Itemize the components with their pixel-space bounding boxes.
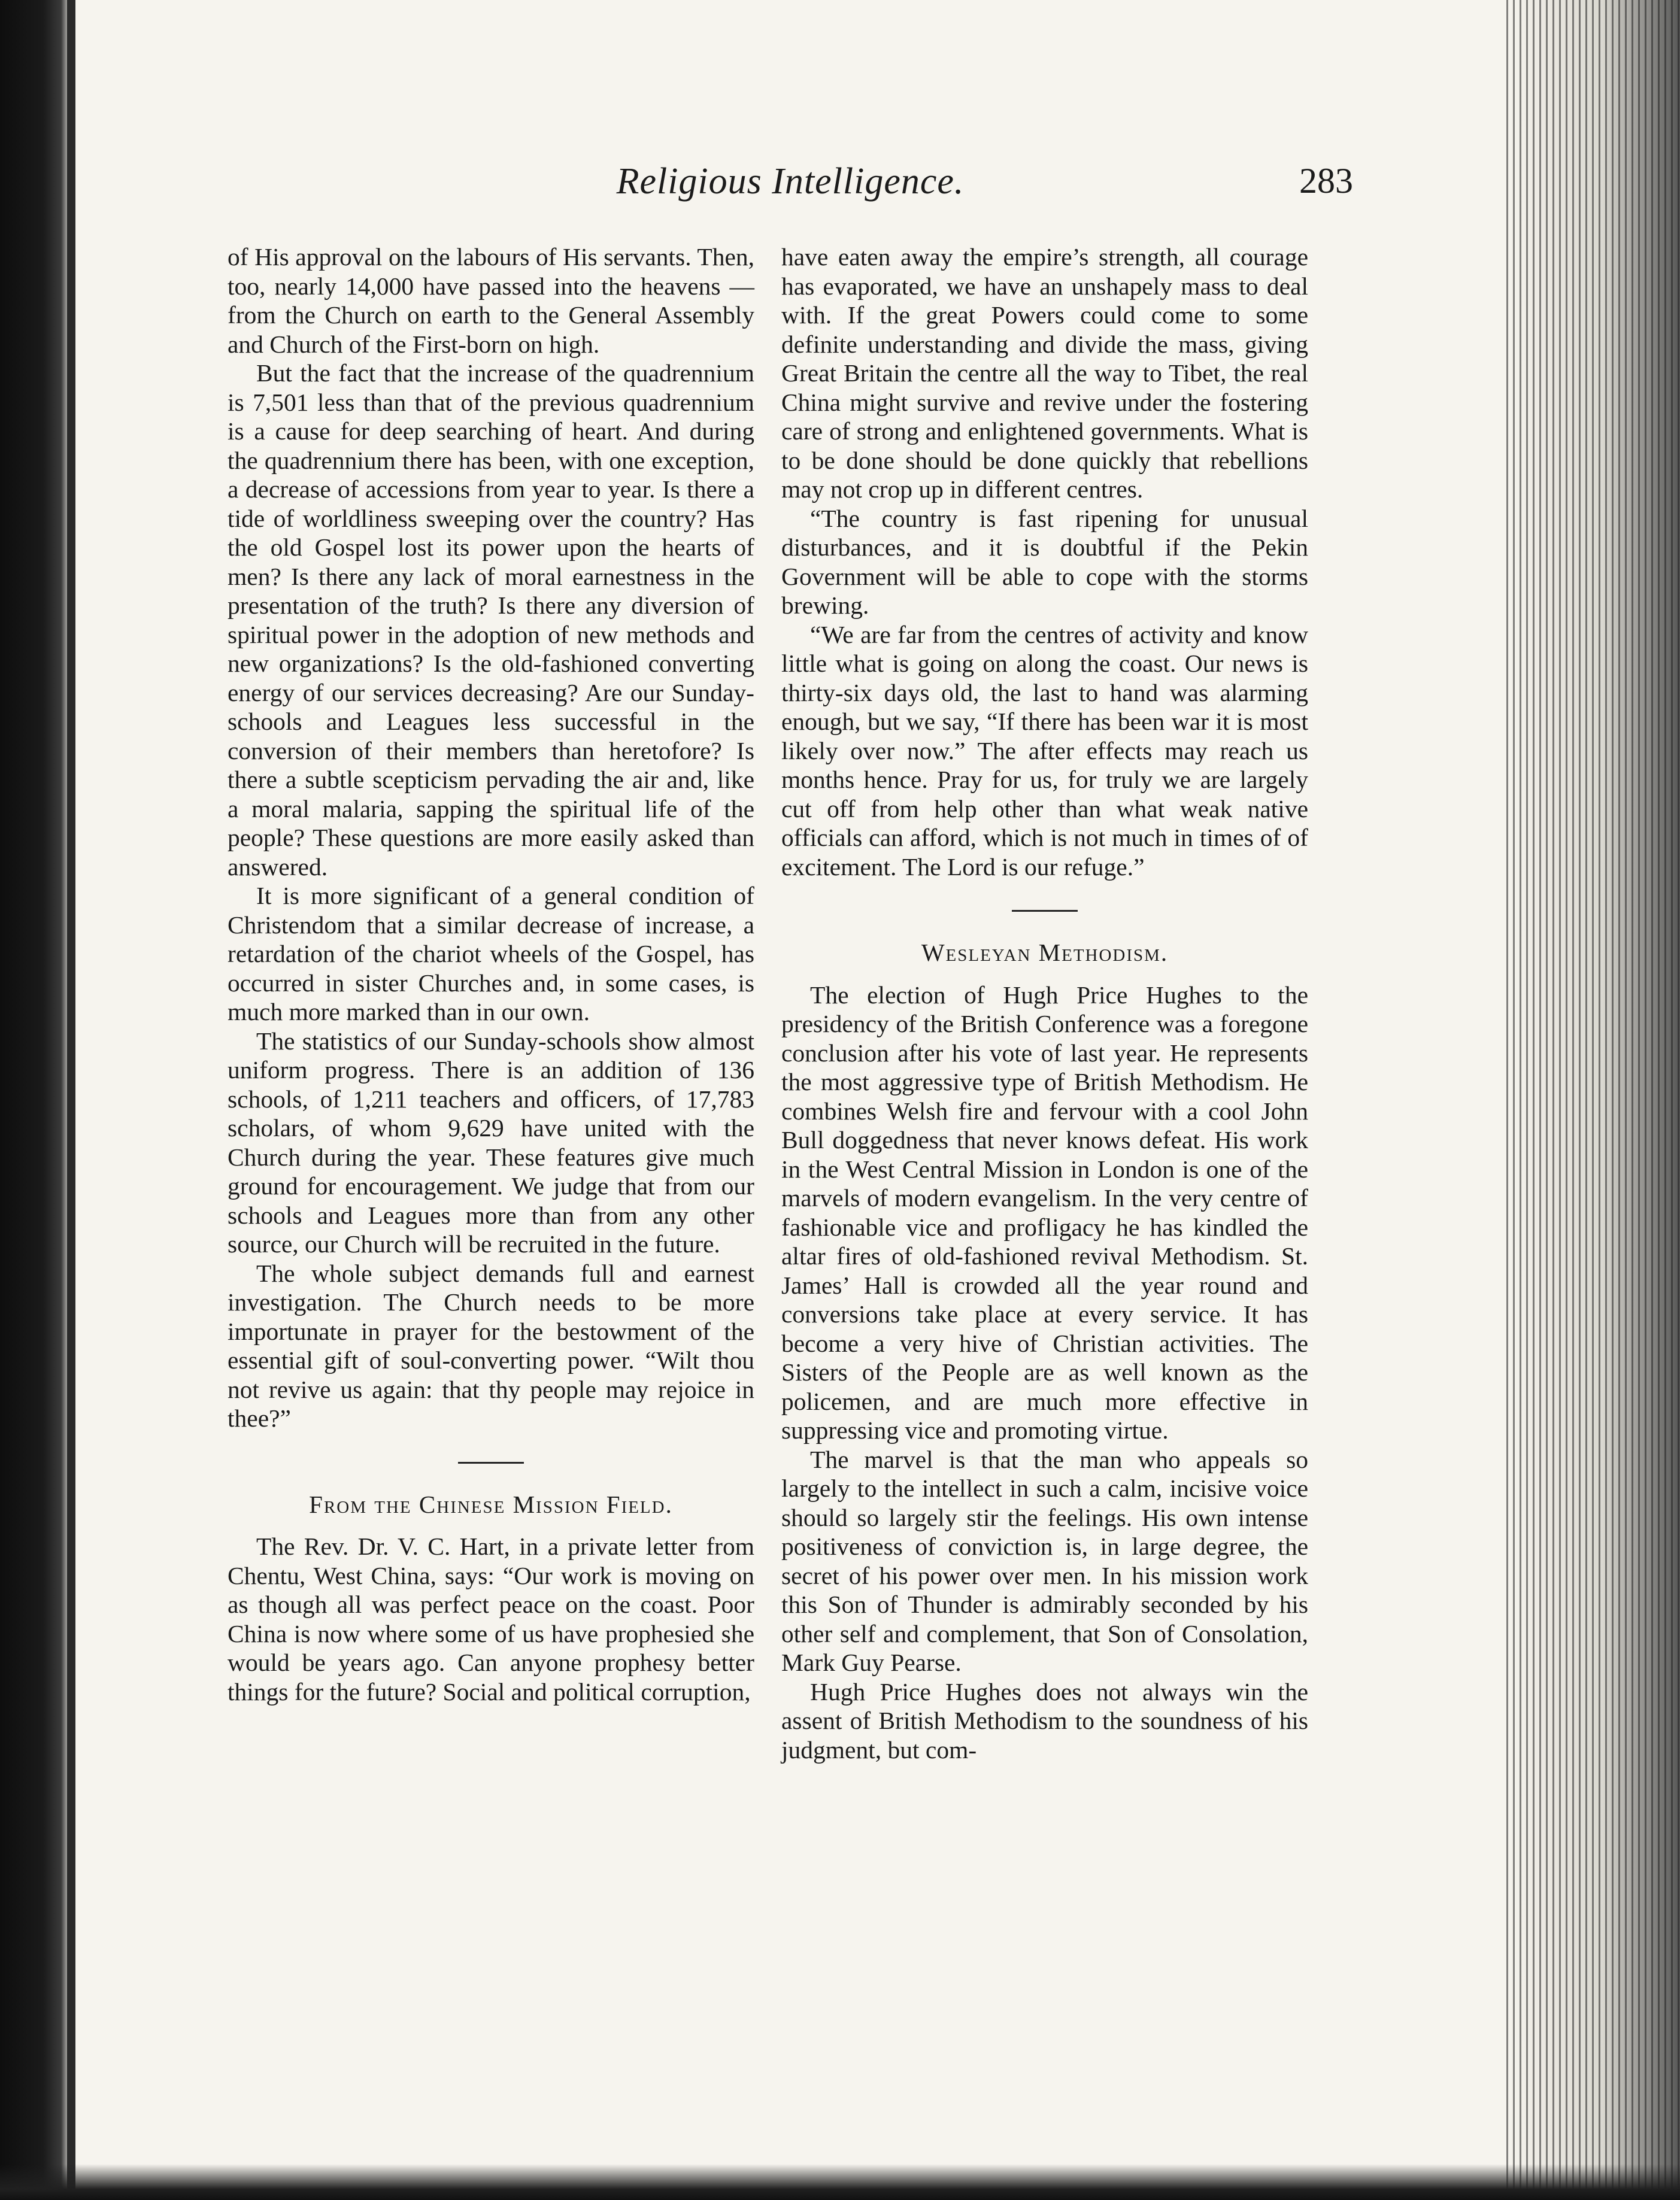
section-heading-chinese-mission: From the Chinese Mission Field. xyxy=(309,1490,673,1518)
book-spine-shadow xyxy=(0,0,72,2200)
paragraph: The marvel is that the man who appeals so largely to the intellect in such a calm, incisive voice should so largely stir the feelings. His own intense positiveness of conviction is, in large degree, the secret of his power over men. In his mission work this Son of Thunder is admirably seconded by his other self and complement, that Son of Consolation, Mark Guy Pearse. xyxy=(781,1445,1308,1676)
paragraph: “The country is fast ripening for unusual disturbances, and it is doubtful if the Pekin Government will be able to cope with the storms brewing. xyxy=(781,504,1308,619)
page-edge-fore-edge xyxy=(1506,0,1680,2200)
paragraph: “We are far from the centres of activity and know little what is going on along the coast. Our news is thirty-six days old, the last to hand was alarming enough, but we say, “If there has been war it is most likely over now.” The after effects may reach us months hence. Pray for us, for truly we are largely cut off from help other than what weak native officials can afford, which is not much in times of of excitement. The Lord is our refuge.” xyxy=(781,620,1308,881)
paragraph: have eaten away the empire’s strength, all courage has evaporated, we have an unshapely mass to deal with. If the great Powers could come to some definite understanding and divide the mass, giving Great Britain the centre all the way to Tibet, the real China might survive and revive under the fostering care of strong and enlightened governments. What is to be done should be done quickly that rebellions may not crop up in different centres. xyxy=(781,243,1308,503)
left-column xyxy=(228,242,754,1706)
section-heading-wesleyan-methodism: Wesleyan Methodism. xyxy=(921,939,1169,966)
paragraph: Hugh Price Hughes does not always win the assent of British Methodism to the soundness of his judgment, but com- xyxy=(781,1677,1308,1764)
page-edge-bottom xyxy=(0,2164,1680,2200)
page-number: 283 xyxy=(1299,161,1353,201)
paragraph: of His approval on the labours of His servants. Then, too, nearly 14,000 have passed into the heavens — from the Church on earth to the General Assembly and Church of the First-born on high. xyxy=(228,243,754,358)
paragraph: The statistics of our Sunday-schools show almost uniform progress. There is an addition of 136 schools, of 1,211 teachers and officers, of 17,783 scholars, of whom 9,629 have united with the Church during the year. These features give much ground for encouragement. We judge that from our schools and Leagues more than from any other source, our Church will be recruited in the future. xyxy=(228,1027,754,1258)
section-divider xyxy=(1012,910,1078,912)
running-header xyxy=(228,160,1353,214)
paragraph: The Rev. Dr. V. C. Hart, in a private letter from Chentu, West China, says: “Our work is moving on as though all was perfect peace on the coast. Poor China is now where some of us have prophesied she would be years ago. Can anyone prophesy better things for the future? Social and political corruption, xyxy=(228,1533,754,1706)
section-divider xyxy=(458,1462,524,1464)
paragraph: But the fact that the increase of the quadrennium is 7,501 less than that of the previous quadrennium is a cause for deep searching of heart. And during the quadrennium there has been, with one exception, a decrease of accessions from year to year. Is there a tide of worldliness sweeping over the country? Has the old Gospel lost its power upon the hearts of men? Is there any lack of moral earnestness in the presentation of the truth? Is there any diversion of spiritual power in the adoption of new methods and new organizations? Is the old-fashioned converting energy of our services decreasing? Are our Sunday-schools and Leagues less successful in the conversion of their members than heretofore? Is there a subtle scepticism pervading the air and, like a moral malaria, sapping the spiritual life of the people? These questions are more easily asked than answered. xyxy=(228,359,754,881)
binding-edge xyxy=(67,0,75,2200)
right-column xyxy=(781,242,1308,1764)
paragraph: It is more significant of a general condition of Christendom that a similar decrease of increase, a retardation of the chariot wheels of the Gospel, has occurred in sister Churches and, in some cases, is much more marked than in our own. xyxy=(228,882,754,1025)
running-title: Religious Intelligence. xyxy=(616,161,965,202)
paragraph: The whole subject demands full and earnest investigation. The Church needs to be more importunate in prayer for the bestowment of the essential gift of soul-converting power. “Wilt thou not revive us again: that thy people may rejoice in thee?” xyxy=(228,1259,754,1432)
paragraph: The election of Hugh Price Hughes to the presidency of the British Conference was a foregone conclusion after his vote of last year. He represents the most aggressive type of British Methodism. He combines Welsh fire and fervour with a cool John Bull doggedness that never knows defeat. His work in the West Central Mission in London is one of the marvels of modern evangelism. In the very centre of fashionable vice and profligacy he has kindled the altar fires of old-fashioned revival Methodism. St. James’ Hall is crowded all the year round and conversions take place at every service. It has become a very hive of Christian activities. The Sisters of the People are as well known as the policemen, and are much more effective in suppressing vice and promoting virtue. xyxy=(781,981,1308,1444)
